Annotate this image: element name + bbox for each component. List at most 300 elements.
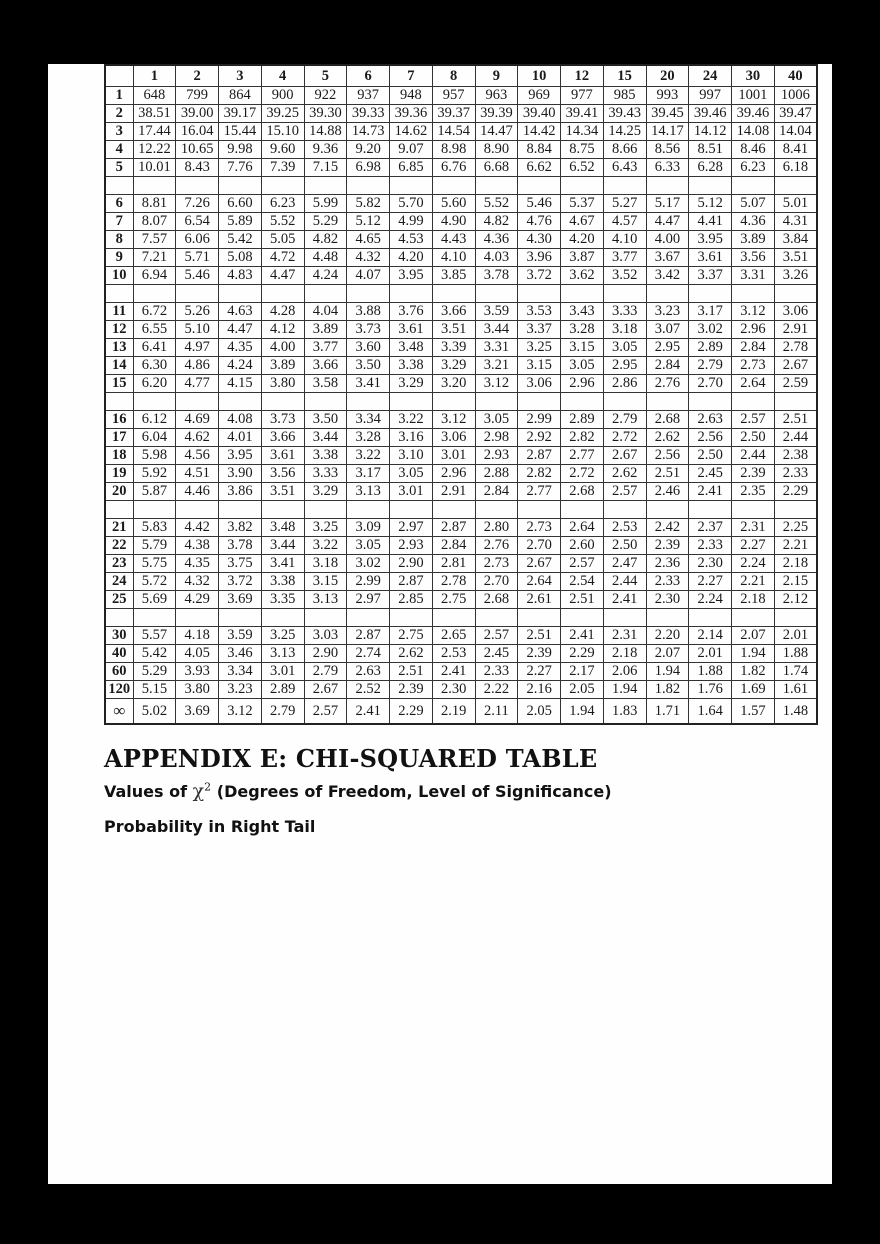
table-cell: 14.54: [432, 123, 475, 141]
table-cell: 14.08: [732, 123, 775, 141]
table-cell: 5.98: [133, 447, 176, 465]
table-cell: 2.76: [646, 375, 689, 393]
table-cell: 2.29: [561, 645, 604, 663]
table-cell: 3.53: [518, 303, 561, 321]
table-cell: 5.29: [304, 213, 347, 231]
table-cell: 2.90: [390, 555, 433, 573]
table-cell: 3.52: [603, 267, 646, 285]
table-cell: 985: [603, 87, 646, 105]
table-cell: 3.28: [347, 429, 390, 447]
table-cell: 3.51: [261, 483, 304, 501]
table-cell: 2.56: [646, 447, 689, 465]
row-label: 15: [105, 375, 133, 393]
table-cell: 2.45: [475, 645, 518, 663]
table-cell: 2.64: [561, 519, 604, 537]
table-cell: 3.76: [390, 303, 433, 321]
table-cell: 4.56: [176, 447, 219, 465]
table-row: [105, 447, 817, 465]
table-cell: 4.83: [219, 267, 262, 285]
table-cell: 2.87: [518, 447, 561, 465]
table-cell: 3.75: [219, 555, 262, 573]
table-cell: 2.41: [689, 483, 732, 501]
table-cell: 38.51: [133, 105, 176, 123]
table-cell: 5.70: [390, 195, 433, 213]
row-label: 25: [105, 591, 133, 609]
table-cell: 2.77: [518, 483, 561, 501]
table-cell: 2.68: [561, 483, 604, 501]
table-cell: 2.93: [390, 537, 433, 555]
table-cell: 3.16: [390, 429, 433, 447]
table-row: [105, 645, 817, 663]
table-cell: 4.77: [176, 375, 219, 393]
table-cell: 2.62: [390, 645, 433, 663]
table-cell: 900: [261, 87, 304, 105]
table-cell: 2.44: [732, 447, 775, 465]
table-cell: 39.00: [176, 105, 219, 123]
empty-cell: [646, 177, 689, 195]
table-cell: 3.31: [732, 267, 775, 285]
empty-cell: [304, 609, 347, 627]
table-cell: 39.43: [603, 105, 646, 123]
table-cell: 5.05: [261, 231, 304, 249]
table-cell: 3.62: [561, 267, 604, 285]
column-header: 12: [561, 65, 604, 87]
group-spacer-row: [105, 177, 817, 195]
header-corner-cell: [105, 65, 133, 87]
table-cell: 3.95: [390, 267, 433, 285]
table-cell: 2.63: [347, 663, 390, 681]
empty-cell: [561, 393, 604, 411]
table-cell: 6.23: [261, 195, 304, 213]
row-label: ∞: [105, 699, 133, 725]
distribution-table: [104, 64, 818, 725]
empty-cell: [261, 501, 304, 519]
table-cell: 6.30: [133, 357, 176, 375]
table-cell: 3.59: [475, 303, 518, 321]
empty-cell: [518, 285, 561, 303]
table-cell: 4.03: [475, 249, 518, 267]
table-cell: 2.24: [732, 555, 775, 573]
column-header: 5: [304, 65, 347, 87]
row-label: 12: [105, 321, 133, 339]
table-cell: 3.35: [261, 591, 304, 609]
empty-cell: [304, 393, 347, 411]
table-cell: 2.67: [518, 555, 561, 573]
table-cell: 3.44: [261, 537, 304, 555]
table-cell: 2.27: [689, 573, 732, 591]
table-cell: 2.99: [518, 411, 561, 429]
table-cell: 2.37: [689, 519, 732, 537]
table-cell: 6.23: [732, 159, 775, 177]
table-cell: 14.62: [390, 123, 433, 141]
table-cell: 3.29: [390, 375, 433, 393]
table-cell: 969: [518, 87, 561, 105]
empty-cell: [475, 609, 518, 627]
table-cell: 5.89: [219, 213, 262, 231]
table-cell: 3.17: [689, 303, 732, 321]
table-cell: 3.82: [219, 519, 262, 537]
table-cell: 1006: [774, 87, 817, 105]
table-cell: 4.07: [347, 267, 390, 285]
row-label: 6: [105, 195, 133, 213]
table-cell: 39.46: [689, 105, 732, 123]
table-cell: 3.41: [261, 555, 304, 573]
empty-cell: [133, 393, 176, 411]
empty-cell: [475, 393, 518, 411]
table-cell: 2.54: [561, 573, 604, 591]
table-row: [105, 195, 817, 213]
empty-cell: [347, 177, 390, 195]
empty-cell: [774, 609, 817, 627]
empty-cell: [432, 177, 475, 195]
table-cell: 4.65: [347, 231, 390, 249]
table-cell: 4.51: [176, 465, 219, 483]
table-cell: 3.61: [261, 447, 304, 465]
row-label: 14: [105, 357, 133, 375]
table-cell: 3.22: [390, 411, 433, 429]
table-cell: 4.29: [176, 591, 219, 609]
table-cell: 3.60: [347, 339, 390, 357]
table-cell: 39.33: [347, 105, 390, 123]
empty-cell: [732, 501, 775, 519]
table-cell: 4.47: [219, 321, 262, 339]
table-cell: 8.46: [732, 141, 775, 159]
table-cell: 4.24: [219, 357, 262, 375]
table-cell: 2.63: [689, 411, 732, 429]
table-cell: 6.43: [603, 159, 646, 177]
table-cell: 3.02: [689, 321, 732, 339]
table-cell: 3.31: [475, 339, 518, 357]
empty-cell: [774, 285, 817, 303]
table-cell: 2.50: [732, 429, 775, 447]
table-cell: 2.21: [774, 537, 817, 555]
table-cell: 6.52: [561, 159, 604, 177]
table-cell: 4.41: [689, 213, 732, 231]
document-page: [48, 64, 832, 1184]
table-cell: 5.52: [261, 213, 304, 231]
table-cell: 1.94: [732, 645, 775, 663]
table-cell: 3.33: [304, 465, 347, 483]
row-label: 120: [105, 681, 133, 699]
table-row: [105, 519, 817, 537]
table-cell: 4.24: [304, 267, 347, 285]
table-cell: 4.90: [432, 213, 475, 231]
table-row: [105, 375, 817, 393]
empty-cell: [347, 393, 390, 411]
table-cell: 39.41: [561, 105, 604, 123]
table-cell: 2.89: [261, 681, 304, 699]
table-cell: 7.39: [261, 159, 304, 177]
table-cell: 2.64: [518, 573, 561, 591]
table-cell: 39.36: [390, 105, 433, 123]
table-cell: 15.44: [219, 123, 262, 141]
table-cell: 6.68: [475, 159, 518, 177]
table-cell: 6.55: [133, 321, 176, 339]
table-cell: 3.51: [432, 321, 475, 339]
table-cell: 2.76: [475, 537, 518, 555]
table-cell: 2.57: [732, 411, 775, 429]
table-cell: 963: [475, 87, 518, 105]
table-cell: 3.29: [304, 483, 347, 501]
row-label: 3: [105, 123, 133, 141]
table-cell: 2.73: [518, 519, 561, 537]
table-cell: 14.04: [774, 123, 817, 141]
table-cell: 2.79: [603, 411, 646, 429]
table-cell: 1.74: [774, 663, 817, 681]
table-cell: 4.00: [646, 231, 689, 249]
empty-cell: [603, 393, 646, 411]
table-cell: 2.41: [561, 627, 604, 645]
table-cell: 3.01: [432, 447, 475, 465]
table-cell: 5.52: [475, 195, 518, 213]
table-cell: 4.04: [304, 303, 347, 321]
table-cell: 3.37: [518, 321, 561, 339]
empty-cell: [176, 177, 219, 195]
table-cell: 7.57: [133, 231, 176, 249]
table-cell: 2.85: [390, 591, 433, 609]
table-cell: 14.73: [347, 123, 390, 141]
table-cell: 2.57: [561, 555, 604, 573]
column-header: 24: [689, 65, 732, 87]
column-header: 7: [390, 65, 433, 87]
table-cell: 4.63: [219, 303, 262, 321]
table-cell: 9.60: [261, 141, 304, 159]
row-label: 60: [105, 663, 133, 681]
table-cell: 2.67: [603, 447, 646, 465]
table-row: [105, 105, 817, 123]
table-cell: 8.56: [646, 141, 689, 159]
table-cell: 2.18: [774, 555, 817, 573]
table-cell: 2.16: [518, 681, 561, 699]
table-cell: 2.53: [432, 645, 475, 663]
table-cell: 5.10: [176, 321, 219, 339]
table-cell: 4.00: [261, 339, 304, 357]
table-cell: 2.79: [261, 699, 304, 725]
table-cell: 937: [347, 87, 390, 105]
empty-cell: [219, 393, 262, 411]
table-row: [105, 87, 817, 105]
table-cell: 2.50: [689, 447, 732, 465]
table-cell: 3.15: [518, 357, 561, 375]
empty-cell: [561, 609, 604, 627]
table-cell: 2.17: [561, 663, 604, 681]
empty-cell: [176, 609, 219, 627]
table-cell: 922: [304, 87, 347, 105]
table-row: [105, 483, 817, 501]
table-cell: 2.72: [561, 465, 604, 483]
table-cell: 2.62: [603, 465, 646, 483]
table-cell: 3.89: [304, 321, 347, 339]
empty-cell: [475, 501, 518, 519]
empty-cell: [133, 285, 176, 303]
table-cell: 39.47: [774, 105, 817, 123]
table-cell: 2.31: [732, 519, 775, 537]
table-cell: 4.82: [304, 231, 347, 249]
table-cell: 2.39: [732, 465, 775, 483]
empty-cell: [390, 501, 433, 519]
table-cell: 3.38: [261, 573, 304, 591]
table-cell: 2.93: [475, 447, 518, 465]
table-cell: 1.82: [732, 663, 775, 681]
table-cell: 2.05: [518, 699, 561, 725]
table-cell: 14.47: [475, 123, 518, 141]
table-cell: 2.51: [774, 411, 817, 429]
table-cell: 2.92: [518, 429, 561, 447]
table-cell: 10.65: [176, 141, 219, 159]
table-row: [105, 591, 817, 609]
table-cell: 2.52: [347, 681, 390, 699]
table-cell: 4.31: [774, 213, 817, 231]
empty-cell: [390, 177, 433, 195]
table-cell: 4.36: [732, 213, 775, 231]
table-cell: 799: [176, 87, 219, 105]
table-cell: 1.57: [732, 699, 775, 725]
table-cell: 4.32: [347, 249, 390, 267]
empty-cell: [176, 285, 219, 303]
empty-cell: [689, 393, 732, 411]
table-cell: 5.07: [732, 195, 775, 213]
row-label: 4: [105, 141, 133, 159]
table-cell: 2.97: [347, 591, 390, 609]
empty-cell: [646, 285, 689, 303]
table-cell: 3.12: [732, 303, 775, 321]
table-cell: 3.66: [304, 357, 347, 375]
table-cell: 5.72: [133, 573, 176, 591]
table-cell: 948: [390, 87, 433, 105]
table-cell: 4.47: [261, 267, 304, 285]
empty-cell: [432, 501, 475, 519]
table-cell: 3.06: [518, 375, 561, 393]
table-cell: 2.56: [689, 429, 732, 447]
table-row: [105, 231, 817, 249]
table-cell: 3.01: [261, 663, 304, 681]
table-cell: 8.07: [133, 213, 176, 231]
table-row: [105, 699, 817, 725]
table-cell: 3.43: [561, 303, 604, 321]
empty-cell: [732, 393, 775, 411]
empty-cell: [561, 501, 604, 519]
column-header: 8: [432, 65, 475, 87]
page-title: APPENDIX E: CHI-SQUARED TABLE: [104, 744, 598, 773]
table-cell: 2.87: [347, 627, 390, 645]
empty-cell: [432, 285, 475, 303]
table-cell: 3.34: [219, 663, 262, 681]
row-label: 21: [105, 519, 133, 537]
table-row: [105, 159, 817, 177]
table-cell: 3.56: [261, 465, 304, 483]
row-label: 40: [105, 645, 133, 663]
table-cell: 3.13: [304, 591, 347, 609]
table-cell: 4.76: [518, 213, 561, 231]
table-cell: 3.22: [304, 537, 347, 555]
empty-cell: [105, 177, 133, 195]
table-cell: 2.50: [603, 537, 646, 555]
table-cell: 2.29: [774, 483, 817, 501]
table-cell: 2.05: [561, 681, 604, 699]
group-spacer-row: [105, 393, 817, 411]
table-cell: 8.66: [603, 141, 646, 159]
table-cell: 2.68: [646, 411, 689, 429]
group-spacer-row: [105, 609, 817, 627]
empty-cell: [774, 393, 817, 411]
table-cell: 7.26: [176, 195, 219, 213]
column-header: 6: [347, 65, 390, 87]
table-cell: 2.79: [689, 357, 732, 375]
table-cell: 2.84: [432, 537, 475, 555]
table-row: [105, 303, 817, 321]
table-cell: 8.43: [176, 159, 219, 177]
table-cell: 2.70: [475, 573, 518, 591]
table-cell: 4.86: [176, 357, 219, 375]
table-cell: 3.09: [347, 519, 390, 537]
table-cell: 3.87: [561, 249, 604, 267]
table-cell: 2.30: [646, 591, 689, 609]
table-cell: 2.01: [689, 645, 732, 663]
table-cell: 1.71: [646, 699, 689, 725]
table-header-row: [105, 65, 817, 87]
table-cell: 14.88: [304, 123, 347, 141]
empty-cell: [133, 501, 176, 519]
table-cell: 3.48: [390, 339, 433, 357]
table-cell: 2.95: [603, 357, 646, 375]
table-cell: 3.38: [390, 357, 433, 375]
table-cell: 2.33: [774, 465, 817, 483]
table-cell: 2.90: [304, 645, 347, 663]
empty-cell: [518, 177, 561, 195]
table-cell: 5.12: [347, 213, 390, 231]
table-cell: 2.30: [432, 681, 475, 699]
table-cell: 3.89: [261, 357, 304, 375]
table-row: [105, 141, 817, 159]
table-cell: 2.06: [603, 663, 646, 681]
table-cell: 39.17: [219, 105, 262, 123]
table-cell: 3.20: [432, 375, 475, 393]
table-cell: 14.34: [561, 123, 604, 141]
table-cell: 2.82: [518, 465, 561, 483]
row-label: 2: [105, 105, 133, 123]
table-cell: 5.12: [689, 195, 732, 213]
table-cell: 1.64: [689, 699, 732, 725]
table-cell: 3.39: [432, 339, 475, 357]
table-cell: 3.72: [219, 573, 262, 591]
column-header: 3: [219, 65, 262, 87]
table-cell: 2.87: [390, 573, 433, 591]
table-cell: 2.51: [518, 627, 561, 645]
empty-cell: [105, 285, 133, 303]
table-cell: 12.22: [133, 141, 176, 159]
table-cell: 993: [646, 87, 689, 105]
table-body: [105, 87, 817, 725]
table-cell: 2.87: [432, 519, 475, 537]
table-cell: 9.20: [347, 141, 390, 159]
table-cell: 3.01: [390, 483, 433, 501]
table-cell: 3.72: [518, 267, 561, 285]
table-cell: 7.21: [133, 249, 176, 267]
table-cell: 5.15: [133, 681, 176, 699]
table-cell: 4.43: [432, 231, 475, 249]
table-row: [105, 555, 817, 573]
table-cell: 864: [219, 87, 262, 105]
table-cell: 5.37: [561, 195, 604, 213]
table-cell: 3.05: [561, 357, 604, 375]
table-cell: 1.82: [646, 681, 689, 699]
column-header: 4: [261, 65, 304, 87]
row-label: 20: [105, 483, 133, 501]
table-cell: 39.39: [475, 105, 518, 123]
empty-cell: [219, 501, 262, 519]
table-row: [105, 411, 817, 429]
empty-cell: [390, 609, 433, 627]
